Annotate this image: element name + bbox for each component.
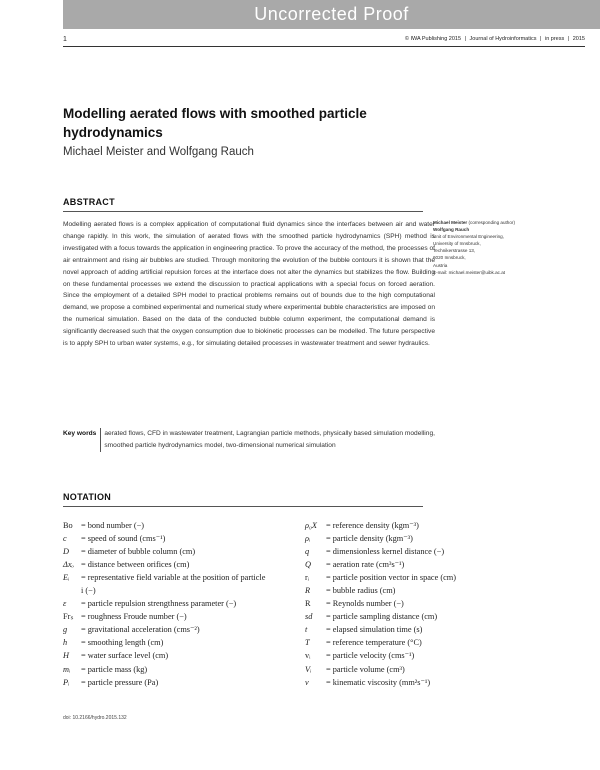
- notation-row: [305, 545, 595, 558]
- notation-row: [63, 636, 308, 649]
- notation-symbol: ρ₀X: [305, 521, 317, 530]
- contact-author-2: Wolfgang Rauch: [433, 227, 470, 233]
- notation-row: [63, 676, 308, 689]
- contact-author-1: [433, 219, 593, 226]
- notation-symbol: sd: [305, 612, 313, 622]
- notation-symbol: mᵢ: [63, 664, 71, 674]
- header-separator: |: [540, 36, 542, 42]
- notation-symbol: ν: [305, 677, 309, 687]
- notation-row: [63, 545, 308, 558]
- header-separator: |: [567, 36, 570, 42]
- notation-definition: = diameter of bubble column (cm): [81, 547, 196, 557]
- notation-row: [305, 636, 595, 649]
- affiliation-line: Unit of Environmental Engineering,: [433, 234, 504, 240]
- keywords-block: [63, 428, 435, 452]
- notation-row: [305, 663, 595, 676]
- notation-definition: = particle volume (cm³): [326, 664, 405, 674]
- notation-definition: = particle sampling distance (cm): [326, 612, 438, 622]
- keywords-label: Key words: [63, 430, 97, 437]
- notation-rule: [63, 506, 423, 507]
- publication-year: 2015: [572, 36, 585, 42]
- notation-symbol: Bo: [63, 521, 73, 530]
- abstract-heading: ABSTRACT: [63, 197, 115, 207]
- notation-symbol: Frₛ: [63, 612, 74, 622]
- corresponding-author-note: (corresponding author): [468, 220, 515, 225]
- notation-symbol: R: [305, 599, 311, 609]
- notation-definition: i (−): [81, 586, 96, 596]
- notation-row: [305, 623, 595, 636]
- notation-row: [63, 649, 308, 662]
- notation-definition: = aeration rate (cm³s⁻¹): [326, 560, 405, 570]
- notation-definition: = Reynolds number (−): [326, 599, 404, 609]
- notation-row: [305, 532, 595, 545]
- notation-symbol: [63, 584, 81, 597]
- notation-row: [305, 610, 595, 623]
- notation-definition: = particle density (kgm⁻³): [326, 534, 413, 544]
- notation-symbol: D: [63, 547, 69, 557]
- notation-symbol: vᵢ: [305, 651, 311, 661]
- affiliation-line: University of Innsbruck,: [433, 241, 481, 247]
- notation-row: [63, 558, 308, 571]
- doi-footer[interactable]: doi: 10.2166/hydro.2015.132: [63, 715, 127, 721]
- notation-definition: = bond number (−): [81, 521, 145, 530]
- notation-symbol: q: [305, 547, 310, 557]
- notation-heading: NOTATION: [63, 492, 112, 502]
- notation-definition: = particle repulsion strengthness parameter (−): [81, 599, 237, 609]
- corresponding-author-name: Michael Meister: [433, 220, 468, 225]
- notation-row: [305, 676, 595, 689]
- notation-row: [63, 610, 308, 623]
- notation-symbol: Pᵢ: [63, 677, 70, 687]
- header-separator: |: [464, 36, 466, 42]
- notation-definition: = particle mass (kg): [81, 664, 148, 674]
- notation-row: [305, 558, 595, 571]
- notation-definition: = distance between orifices (cm): [81, 560, 190, 570]
- notation-definition: = particle velocity (cms⁻¹): [326, 651, 415, 661]
- notation-column-left: [63, 519, 308, 689]
- notation-row: [63, 623, 308, 636]
- notation-symbol: Eᵢ: [63, 573, 70, 583]
- notation-row: [305, 584, 595, 597]
- notation-symbol: T: [305, 638, 310, 648]
- keywords-list: aerated flows, CFD in wastewater treatment, Lagrangian particle methods, physically based simulation modelling, smoothed particle hydrodynamics model, two-dimensional numerical simulation: [100, 428, 435, 452]
- notation-symbol: Q: [305, 560, 311, 570]
- running-header: [405, 36, 585, 42]
- notation-symbol: t: [305, 625, 308, 635]
- notation-symbol: h: [63, 638, 68, 648]
- notation-column-right: [305, 519, 595, 689]
- notation-symbol: Δxₒ: [63, 560, 74, 570]
- notation-row: [63, 663, 308, 676]
- abstract-rule: [63, 211, 423, 212]
- notation-definition: = particle position vector in space (cm): [326, 573, 457, 583]
- notation-row: [63, 584, 308, 597]
- notation-definition: = dimensionless kernel distance (−): [326, 547, 445, 557]
- publisher-notice: © IWA Publishing 2015: [404, 36, 462, 42]
- notation-definition: = elapsed simulation time (s): [326, 625, 423, 635]
- journal-name: Journal of Hydroinformatics: [469, 36, 537, 42]
- notation-symbol: g: [63, 625, 68, 635]
- uncorrected-proof-banner: Uncorrected Proof: [63, 0, 600, 29]
- notation-definition: = reference density (kgm⁻³): [326, 521, 419, 530]
- page-number: 1: [63, 36, 67, 43]
- abstract-body: Modelling aerated flows is a complex application of computational fluid dynamics since the interfaces between air and water change rapidly. In this work, the simulation of aerated flows with the smoothed particle hydrodynamics (SPH) method is investigated with a focus towards the application in engineering practice. To prove the accuracy of the method, the processes of air entrainment and rising air bubbles are studied. Through monitoring the evolution of the bubble contours it is shown that the novel approach of adding artificial repulsion forces at the interface does not alter the dynamics but stabilizes the flow. Building on these fundamental processes we extend the discussion to practical applications with a special focus on forced aeration. Since the employment of a detailed SPH model to practical problems remains out of bounds due to the high computational demand, we propose a combined experimental and numerical study where experimental bubble characteristics are imposed on the numerical simulation. Based on the data of the conducted bubble column experiment, the computational demand is significantly decreased such that the oxygen consumption due to biokinetic processes can be modelled. The future perspective is to apply SPH to urban water systems, e.g., for simulating detailed processes in wastewater treatment and sewer hydraulics.: [63, 221, 435, 348]
- notation-definition: = reference temperature (°C): [326, 638, 422, 648]
- notation-symbol: Vᵢ: [305, 664, 312, 674]
- notation-symbol: ε: [63, 599, 67, 609]
- publication-status: in press: [544, 36, 565, 42]
- article-authors: Michael Meister and Wolfgang Rauch: [63, 146, 254, 158]
- notation-definition: = speed of sound (cms⁻¹): [81, 534, 166, 544]
- notation-definition: = bubble radius (cm): [326, 586, 396, 596]
- notation-definition: = gravitational acceleration (cms⁻²): [81, 625, 200, 635]
- notation-definition: = smoothing length (cm): [81, 638, 164, 648]
- notation-row: [305, 597, 595, 610]
- notation-row: [63, 597, 308, 610]
- notation-definition: = representative field variable at the position of particle: [81, 573, 266, 583]
- header-rule: [63, 46, 585, 47]
- notation-row: [305, 519, 595, 532]
- contact-email[interactable]: E-mail: michael.meister@uibk.ac.at: [433, 269, 506, 275]
- author-contact: [433, 219, 593, 276]
- affiliation-line: 6020 Innsbruck,: [433, 255, 466, 261]
- notation-symbol: ρᵢ: [305, 534, 311, 544]
- affiliation-line: Technikerstrasse 13,: [433, 248, 476, 254]
- notation-symbol: H: [63, 651, 69, 661]
- notation-row: [305, 571, 595, 584]
- notation-definition: = particle pressure (Pa): [81, 677, 159, 687]
- notation-definition: = water surface level (cm): [81, 651, 169, 661]
- affiliation-line: Austria: [433, 262, 448, 268]
- notation-row: [63, 519, 308, 532]
- notation-row: [305, 649, 595, 662]
- notation-symbol: c: [63, 534, 67, 544]
- notation-row: [63, 571, 308, 584]
- notation-symbol: rᵢ: [305, 573, 310, 583]
- article-title: Modelling aerated flows with smoothed particle hydrodynamics: [63, 106, 367, 140]
- notation-definition: = roughness Froude number (−): [81, 612, 187, 622]
- notation-row: [63, 532, 308, 545]
- notation-definition: = kinematic viscosity (mm²s⁻¹): [326, 677, 431, 687]
- notation-symbol: R: [305, 586, 311, 596]
